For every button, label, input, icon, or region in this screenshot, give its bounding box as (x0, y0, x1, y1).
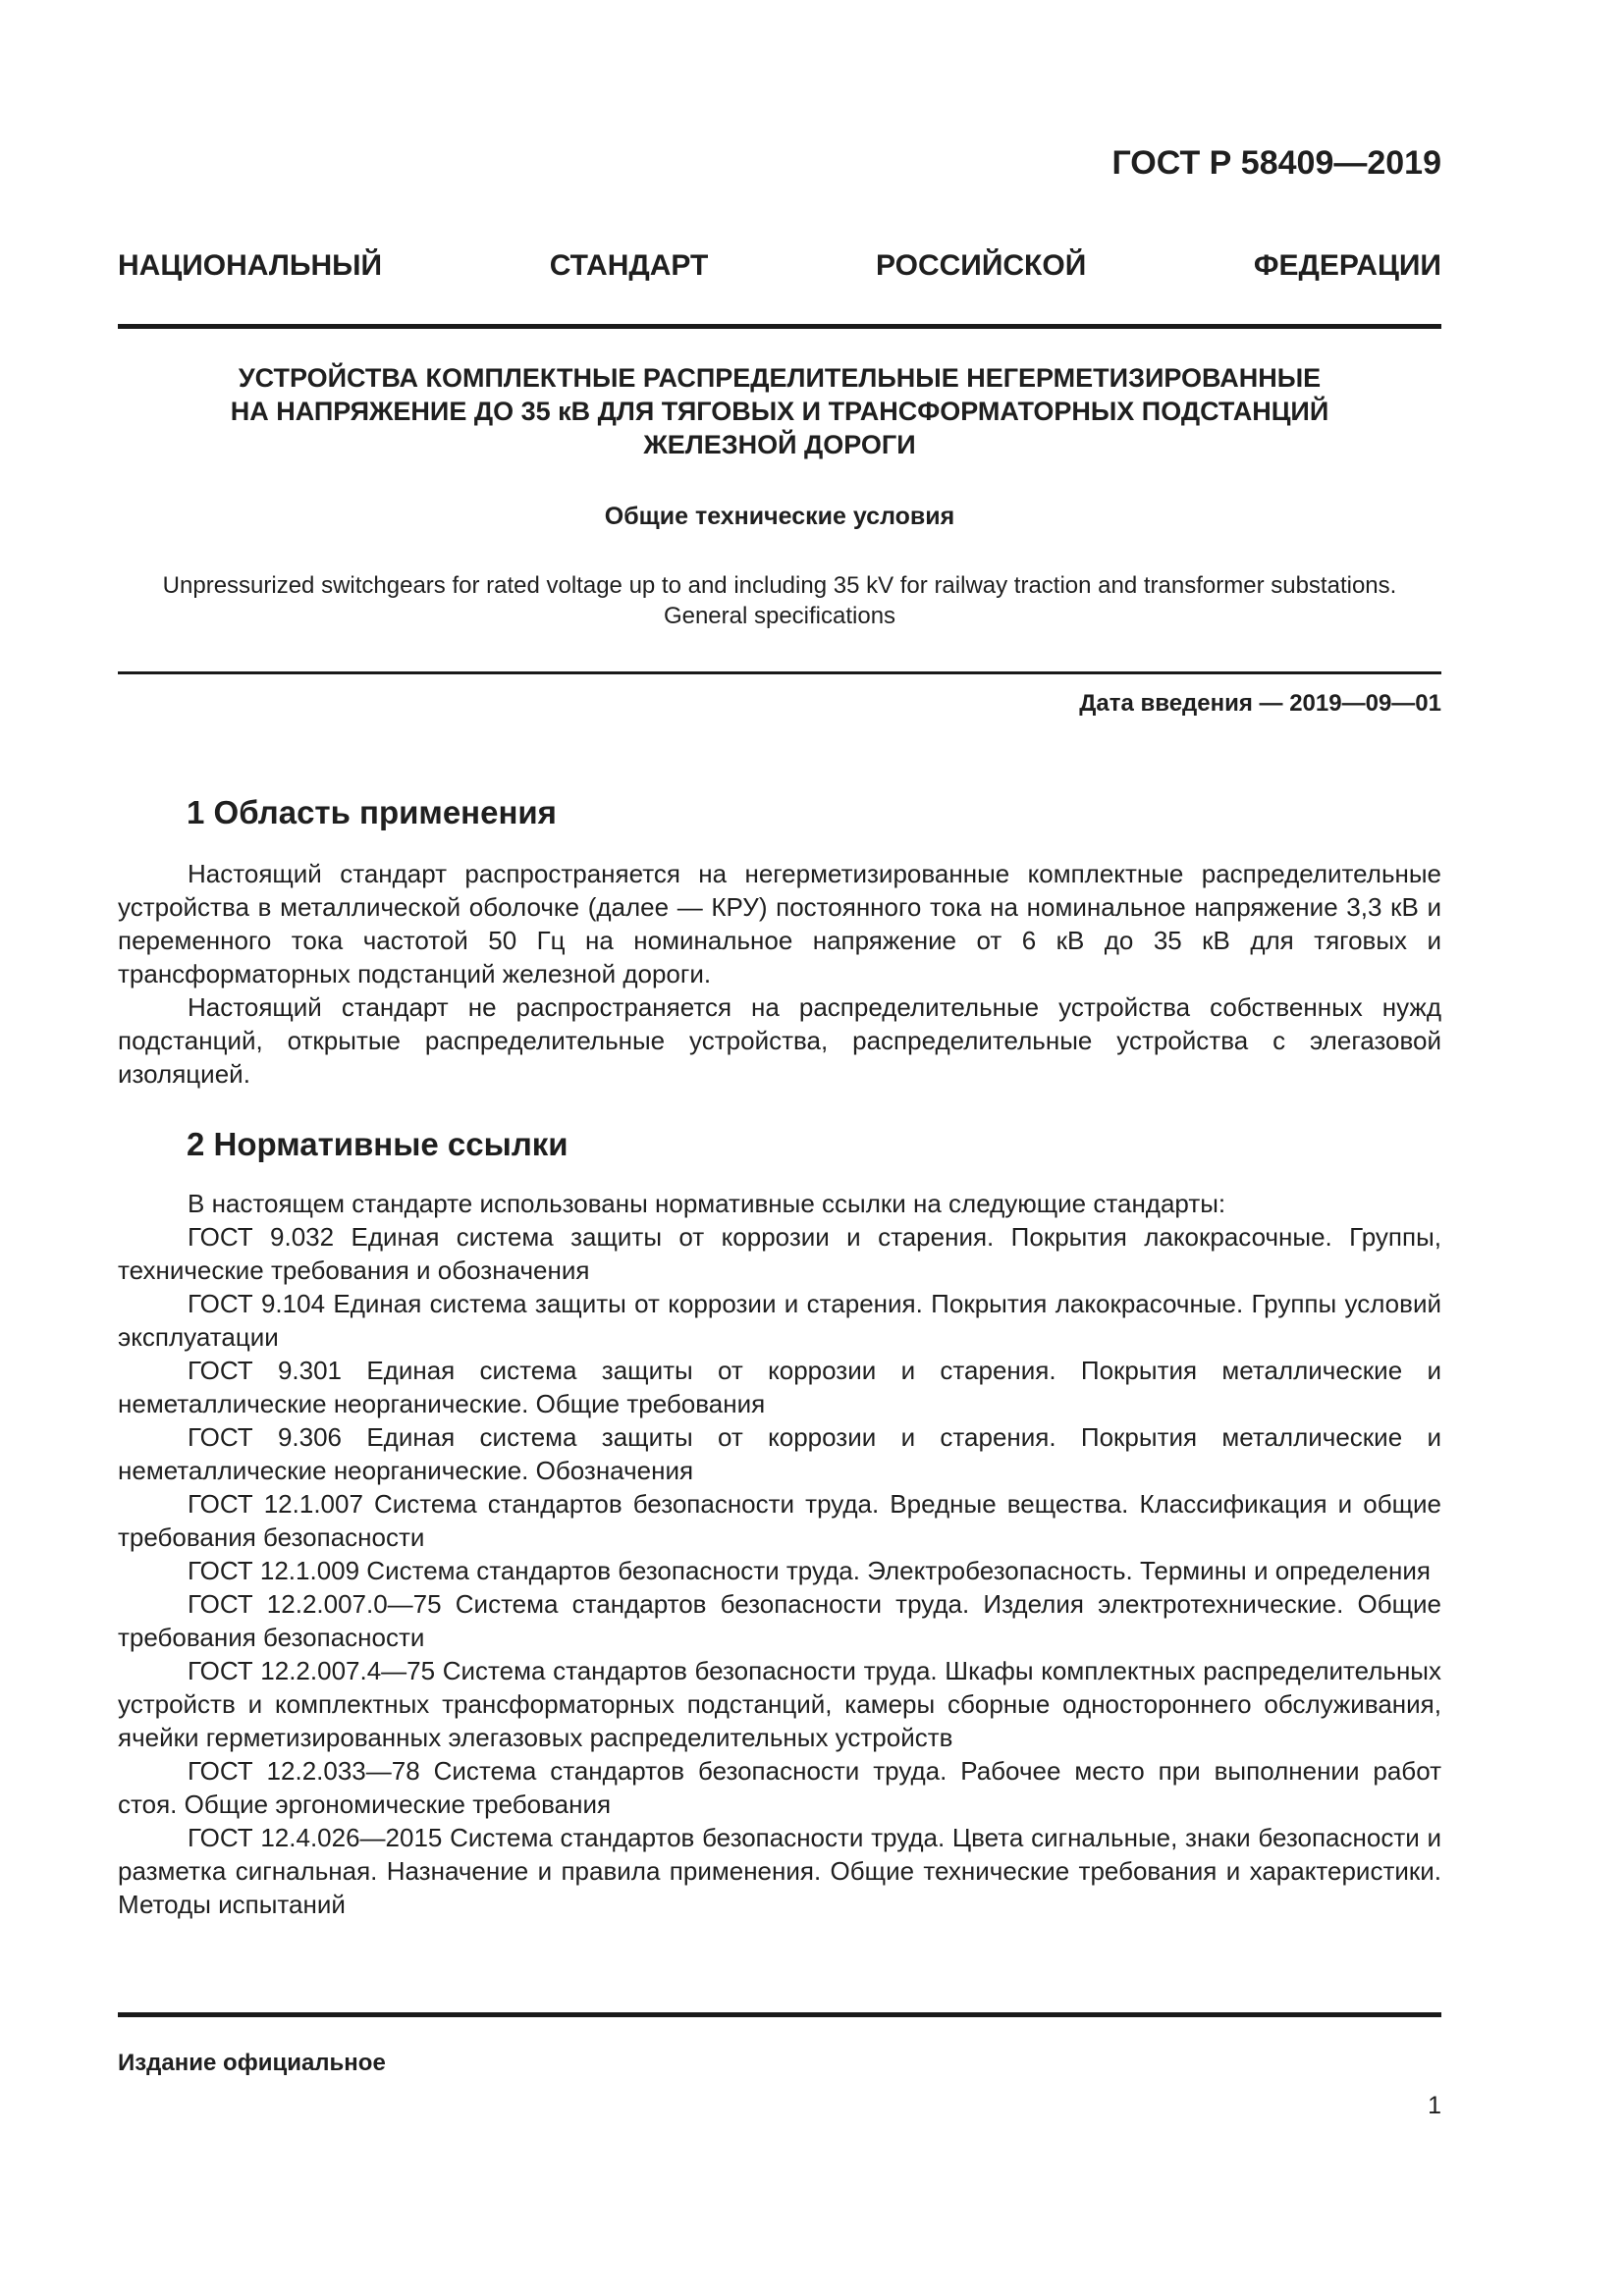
reference-item: ГОСТ 12.4.026—2015 Система стандартов безопасности труда. Цвета сигнальные, знаки безопасности и разметка сигнальная. Назначение и правила применения. Общие технические требования и характеристики. Методы испытаний (118, 1823, 1441, 1919)
english-title (118, 570, 1441, 631)
english-title-line: Unpressurized switchgears for rated voltage up to and including 35 kV for railway traction and transformer substations. (162, 572, 1397, 599)
title-divider (118, 671, 1441, 674)
document-title-line: ЖЕЛЕЗНОЙ ДОРОГИ (643, 430, 916, 459)
reference-item: ГОСТ 9.032 Единая система защиты от коррозии и старения. Покрытия лакокрасочные. Группы, технические требования и обозначения (118, 1222, 1441, 1285)
paragraph: Настоящий стандарт распространяется на негерметизированные комплектные распределительные устройства в металлической оболочке (далее — КРУ) постоянного тока на номинальное напряжение 3,3 кВ и переменного тока частотой 50 Гц на номинальное напряжение от 6 кВ до 35 кВ для тяговых и трансформаторных подстанций железной дороги. (118, 859, 1441, 988)
reference-item: ГОСТ 12.2.007.0—75 Система стандартов безопасности труда. Изделия электротехнические. Общие требования безопасности (118, 1589, 1441, 1652)
official-edition-label: Издание официальное (118, 2050, 386, 2076)
footer-divider (118, 2012, 1441, 2017)
reference-item: ГОСТ 12.1.009 Система стандартов безопасности труда. Электробезопасность. Термины и определения (188, 1556, 1431, 1585)
section-heading-normative-references: 2 Нормативные ссылки (187, 1126, 568, 1162)
introduction-date: Дата введения — 2019—09—01 (1079, 690, 1441, 717)
reference-item: ГОСТ 12.2.033—78 Система стандартов безопасности труда. Рабочее место при выполнении работ стоя. Общие эргономические требования (118, 1756, 1441, 1819)
english-title-line: General specifications (663, 603, 896, 629)
document-title-line: НА НАПРЯЖЕНИЕ ДО 35 кВ ДЛЯ ТЯГОВЫХ И ТРАНСФОРМАТОРНЫХ ПОДСТАНЦИЙ (230, 397, 1329, 426)
page-number: 1 (1428, 2092, 1441, 2119)
reference-item: ГОСТ 9.301 Единая система защиты от коррозии и старения. Покрытия металлические и неметаллические неорганические. Общие требования (118, 1356, 1441, 1418)
reference-item: ГОСТ 12.2.007.4—75 Система стандартов безопасности труда. Шкафы комплектных распределительных устройств и комплектных трансформаторных подстанций, камеры сборные одностороннего обслуживания, ячейки герметизированных элегазовых распределительных устройств (118, 1656, 1441, 1752)
reference-item: ГОСТ 9.306 Единая система защиты от коррозии и старения. Покрытия металлические и неметаллические неорганические. Обозначения (118, 1422, 1441, 1485)
reference-item: ГОСТ 12.1.007 Система стандартов безопасности труда. Вредные вещества. Классификация и общие требования безопасности (118, 1489, 1441, 1552)
document-subtitle: Общие технические условия (604, 503, 955, 530)
top-divider (118, 324, 1441, 329)
national-standard-heading: НАЦИОНАЛЬНЫЙ СТАНДАРТ РОССИЙСКОЙ ФЕДЕРАЦИИ (118, 249, 1441, 282)
section-body-references (118, 1187, 1441, 1921)
standard-code: ГОСТ Р 58409—2019 (1111, 144, 1441, 182)
section-body-scope (118, 857, 1441, 1091)
document-title-line: УСТРОЙСТВА КОМПЛЕКТНЫЕ РАСПРЕДЕЛИТЕЛЬНЫЕ НЕГЕРМЕТИЗИРОВАННЫЕ (238, 363, 1322, 393)
document-title (118, 361, 1441, 461)
section-heading-scope: 1 Область применения (187, 794, 557, 830)
reference-item: ГОСТ 9.104 Единая система защиты от коррозии и старения. Покрытия лакокрасочные. Группы условий эксплуатации (118, 1289, 1441, 1352)
paragraph: В настоящем стандарте использованы нормативные ссылки на следующие стандарты: (188, 1189, 1226, 1218)
paragraph: Настоящий стандарт не распространяется на распределительные устройства собственных нужд подстанций, открытые распределительные устройства, распределительные устройства с элегазовой изоляцией. (118, 992, 1441, 1089)
